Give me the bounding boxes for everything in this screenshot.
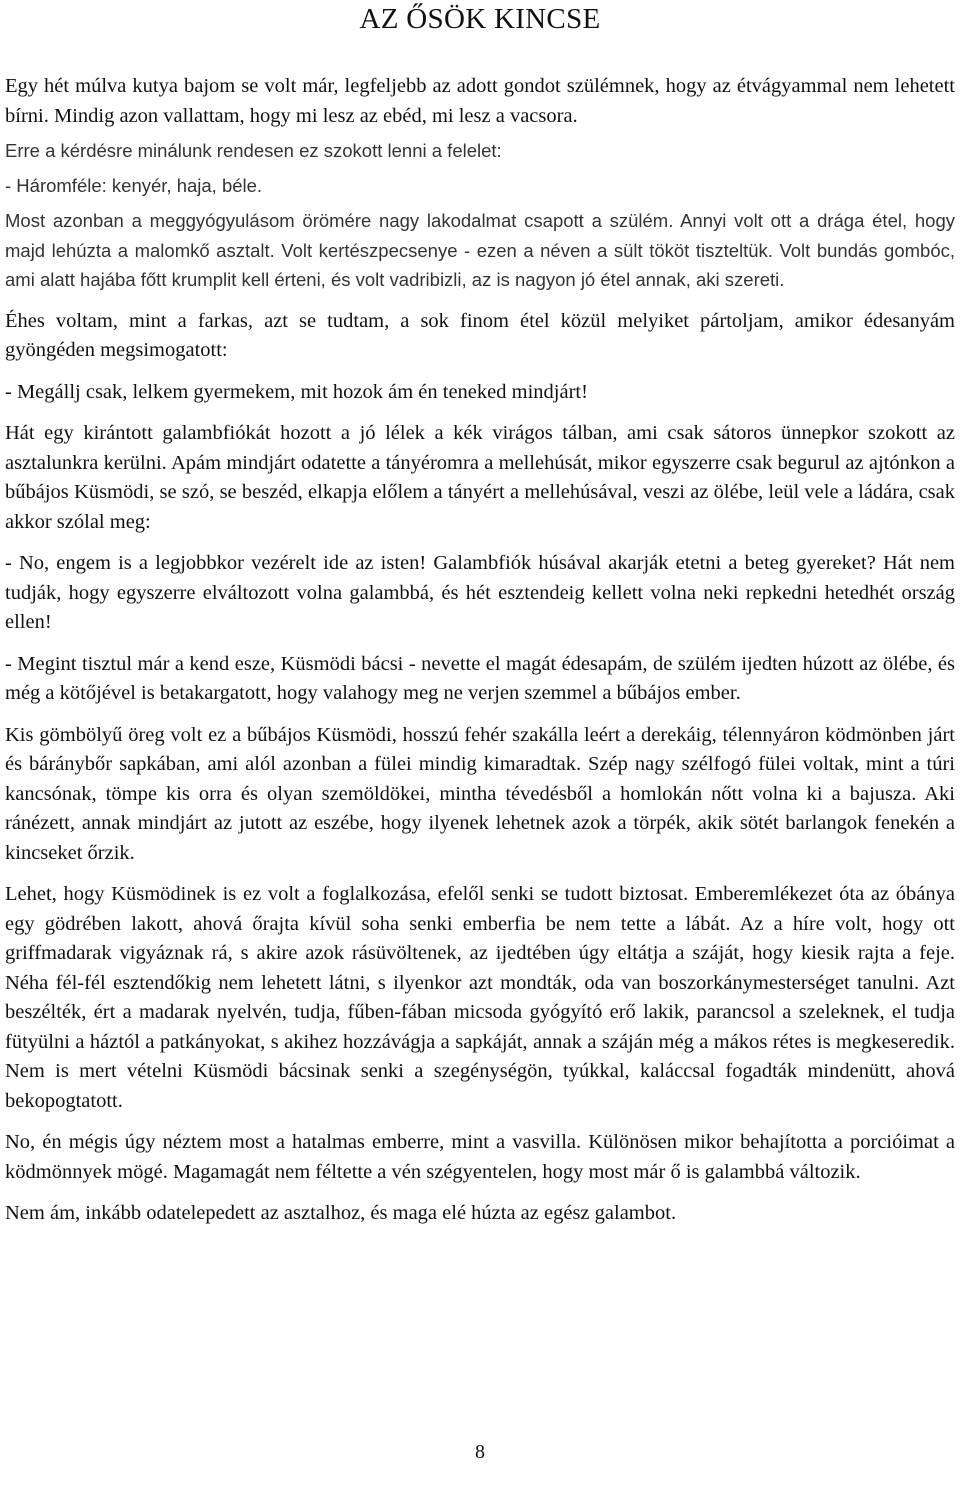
paragraph-13: Nem ám, inkább odatelepedett az asztalhoz, és maga elé húzta az egész galambot. <box>5 1202 677 1224</box>
document-title: AZ ŐSÖK KINCSE <box>359 3 601 35</box>
paragraph-6: - Megállj csak, lelkem gyermekem, mit hozok ám én teneked mindjárt! <box>5 380 588 403</box>
paragraph-9: - Megint tisztul már a kend esze, Küsmödi bácsi - nevette el magát édesapám, de szülém ijedten húzott az ölébe, és még a kötőjével is betakargatott, hogy valahogy meg ne verjen szemmel a bűbájos ember. <box>5 652 955 704</box>
paragraph-7: Hát egy kirántott galambfiókát hozott a jó lélek a kék virágos tálban, ami csak sátoros ünnepkor szokott az asztalunkra kerülni. Apám mindjárt odatette a tányéromra a mellehúsát, mikor egyszerre csak begurul az ajtónkon a bűbájos Küsmödi, se szó, se beszéd, elkapja előlem a tányért a mellehúsával, veszi az ölébe, leül vele a ládára, csak akkor szólal meg: <box>5 422 955 533</box>
page-number: 8 <box>475 1441 485 1463</box>
paragraph-3: - Háromféle: kenyér, haja, béle. <box>5 174 263 196</box>
paragraph-2: Erre a kérdésre minálunk rendesen ez szokott lenni a felelet: <box>5 140 502 161</box>
paragraph-5: Éhes voltam, mint a farkas, azt se tudtam, a sok finom étel közül melyiket pártoljam, amikor édesanyám gyöngéden megsimogatott: <box>5 309 955 361</box>
paragraph-10: Kis gömbölyű öreg volt ez a bűbájos Küsmödi, hosszú fehér szakálla leért a derekáig, télennyáron ködmönben járt és báránybőr sapkában, ami alól azonban a fülei mindig kimaradtak. Szép nagy szélfogó fülei voltak, mint a túri kancsónak, tömpe kis orra és olyan szemöldökei, mintha tévedésből a homlokán nőtt volna ki a bajusza. Aki ránézett, annak mindjárt az jutott az eszébe, hogy ilyenek lehetnek azok a törpék, akik sötét barlangok fenekén a kincseket őrzik. <box>5 723 955 864</box>
document-body <box>5 72 955 1241</box>
paragraph-11: Lehet, hogy Küsmödinek is ez volt a foglalkozása, efelől senki se tudott biztosat. Emberemlékezet óta az óbánya egy gödrében lakott, ahová őrajta kívül soha senki emberfia be nem tette a lábát. Az a híre volt, hogy ott griffmadarak vigyáznak rá, s akire azok rásüvöltenek, az ijedtében úgy eltátja a száját, hogy kiesik rajta a feje. Néha fél-fél esztendőkig nem lehetett látni, s ilyenkor azt mondták, oda van boszorkánymesterséget tanulni. Azt beszélték, ért a madarak nyelvén, tudja, fűben-fában micsoda gyógyító erő lakik, parancsol a szeleknek, el tudja fütyülni a háztól a patkányokat, s akihez hozzávágja a sapkáját, annak a száján még a mákos rétes is megkeseredik. Nem is mert vételni Küsmödi bácsinak senki a szegénységön, tyúkkal, kaláccsal fogadták mindenütt, ahová bekopogtatott. <box>5 883 955 1112</box>
paragraph-4: Most azonban a meggyógyulásom örömére nagy lakodalmat csapott a szülém. Annyi volt ott a drága étel, hogy majd lehúzta a malomkő asztalt. Volt kertészpecsenye - ezen a néven a sült tököt tiszteltük. Volt bundás gombóc, ami alatt hajába főtt krumplit kell érteni, és volt vadribizli, az is nagyon jó étel annak, aki szereti. <box>5 210 955 290</box>
paragraph-8: - No, engem is a legjobbkor vezérelt ide az isten! Galambfiók húsával akarják etetni a beteg gyereket? Hát nem tudják, hogy egyszerre elváltozott volna galambbá, és hét esztendeig kellett volna neki repkedni hetedhét ország ellen! <box>5 552 955 633</box>
paragraph-12: No, én mégis úgy néztem most a hatalmas emberre, mint a vasvilla. Különösen mikor behajította a porcióimat a ködmönnyek mögé. Magamagát nem féltette a vén szégyentelen, hogy most már ő is galambbá változik. <box>5 1131 955 1183</box>
paragraph-1: Egy hét múlva kutya bajom se volt már, legfeljebb az adott gondot szülémnek, hogy az étvágyammal nem lehetett bírni. Mindig azon vallattam, hogy mi lesz az ebéd, mi lesz a vacsora. <box>5 75 955 127</box>
